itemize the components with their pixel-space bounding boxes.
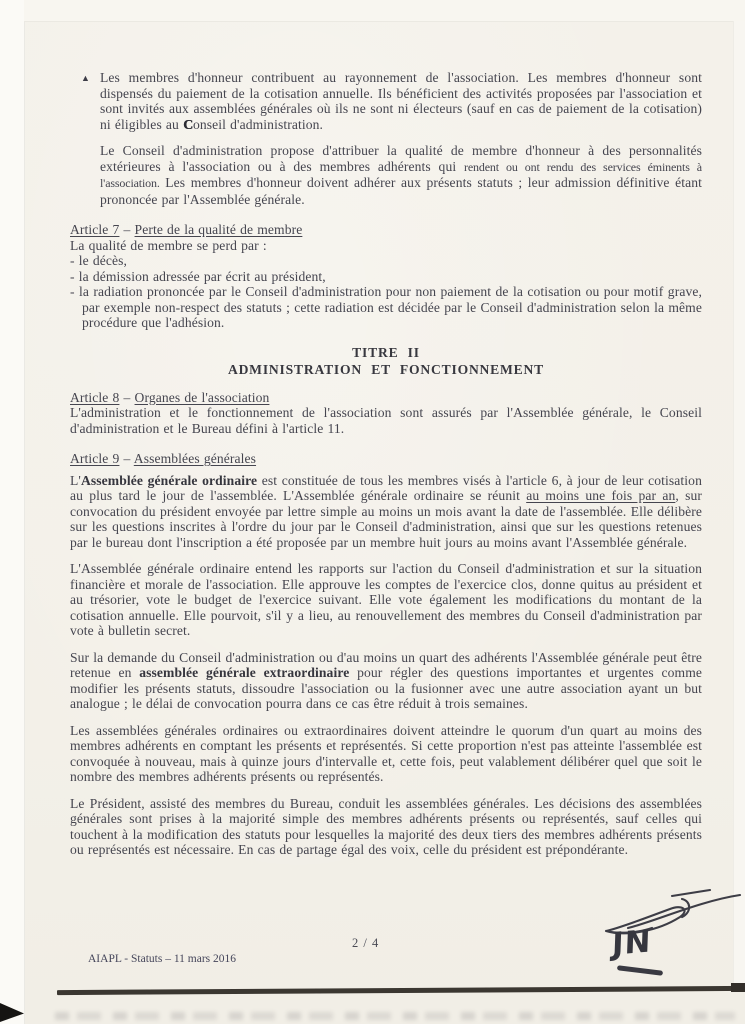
titre2-line1: TITRE II: [352, 344, 420, 360]
page-bottom-scan-edge: [57, 986, 745, 995]
triangle-bullet-icon: ▲: [81, 73, 91, 83]
article7-intro: La qualité de membre se perd par :: [70, 237, 267, 253]
article9-p1-rest2: , sur convocation du président envoyée par lettre simple au moins un mois avant la date de l'assemblée. Elle délibère sur les questions inscrites à l'ordre du jour par le Conseil d'administration, ainsi que sur les questions retenues par le bureau dont l'inscription a été proposée par un membre huit jours au moins avant l'Assemblée générale.: [70, 488, 702, 550]
article9-paragraph1: [70, 473, 702, 551]
article7-item-radiation: - la radiation prononcée par le Conseil d'administration pour non paiement de la cotisation ou pour motif grave, par exemple non-respect des statuts ; cette radiation est décidée par le Conseil d'administration selon la même procédure que l'adhésion.: [70, 284, 702, 330]
article9-heading: [70, 451, 702, 467]
article7-label: Article 7: [70, 222, 120, 237]
article9-label: Article 9: [70, 451, 120, 466]
article7-item-demission: - la démission adressée par écrit au président,: [70, 268, 326, 284]
honor-paragraph-part1: Le Conseil d'administration propose d'attribuer la qualité de membre d'honneur à des personnalités extérieures à l'association ou à des membres adhérents qui: [100, 143, 702, 174]
scan-left-edge: [0, 0, 25, 1024]
bullet-paragraph-text: Les membres d'honneur contribuent au rayonnement de l'association. Les membres d'honneur sont dispensés du paiement de la cotisation annuelle. Ils bénéficient des activités proposées par l'association et sont invités aux assemblées générales où ils ne sont ni électeurs (sauf en cas de paiement de la cotisation) ni éligibles au: [100, 70, 702, 132]
article7-heading: [70, 222, 702, 238]
page-bottom-scan-edge-end: [731, 983, 745, 992]
titre2-line2: ADMINISTRATION ET FONCTIONNEMENT: [227, 361, 545, 377]
article9-paragraph5: Le Président, assisté des membres du Bureau, conduit les assemblées générales. Les décisions des assemblées générales sont prises à la majorité simple des membres adhérents présents ou représentés, sauf celles qui touchent à la modification des statuts pour lesquelles la majorité des deux tiers des membres adhérents présents ou représentés est nécessaire. En cas de partage égal des voix, celle du président est prépondérante.: [70, 795, 702, 857]
article9-p1-underlined: au moins une fois par an: [526, 488, 676, 503]
article8-separator: –: [119, 389, 135, 405]
article9-p1-prefix: L': [70, 472, 81, 488]
article8-title: Organes de l'association: [134, 389, 270, 405]
document-body: [70, 70, 702, 869]
honor-paragraph-part2: Les membres d'honneur doivent adhérer aux présents statuts ; leur admission définitive étant prononcée par l'Assemblée générale.: [100, 175, 702, 207]
article9-p3-bold: assemblée générale extraordinaire: [139, 665, 350, 680]
article9-p1-rest1: est constituée de tous les membres visés à l'article 6, à jour de leur cotisation au plus tard le jour de l'assemblée. L'Assemblée générale ordinaire se réunit: [70, 472, 702, 503]
article9-paragraph2: L'Assemblée générale ordinaire entend les rapports sur l'action du Conseil d'administration et sur la situation financière et morale de l'association. Elle approuve les comptes de l'exercice clos, donne quitus au président et au trésorier, vote le budget de l'exercice suivant. Elle vote également les modifications du montant de la cotisation annuelle. Elle pourvoit, s'il y a lieu, au renouvellement des membres du Conseil d'administration par vote à bulletin secret.: [70, 561, 702, 638]
titre2-heading: [70, 344, 702, 378]
article9-p1-bold: Assemblée générale ordinaire: [80, 472, 258, 488]
scan-right-edge: [733, 21, 745, 991]
article9-paragraph3: [70, 650, 702, 712]
article8-label: Article 8: [70, 389, 120, 405]
article7-title: Perte de la qualité de membre: [134, 222, 303, 237]
article9-paragraph4: Les assemblées générales ordinaires ou extraordinaires doivent atteindre le quorum d'un quart au moins des membres adhérents en comptant les présents et représentés. Si cette proportion n'est pas atteinte l'assemblée est convoquée à nouveau, mais à quinze jours d'intervalle et, cette fois, peut valablement délibérer quel que soit le nombre des membres adhérents présents ou représentés.: [70, 722, 702, 784]
article9-separator: –: [119, 451, 134, 466]
handwritten-corrected-letter: C: [183, 116, 193, 132]
bleed-through-text-band: [55, 1012, 735, 1020]
article8-body: L'administration et le fonctionnement de l'association sont assurés par l'Assemblée générale, le Conseil d'administration et le Bureau défini à l'article 11.: [70, 405, 702, 436]
honor-paragraph-insert: rendent ou ont rendu des services éminents à l'association.: [100, 159, 702, 190]
scan-top-edge: [24, 0, 745, 22]
article9-title: Assemblées générales: [133, 451, 257, 466]
article9-p3-part2: pour régler des questions importantes et urgentes comme modifier les présents statuts, dissoudre l'association ou la fusionner avec une autre association ayant un but analogue ; le délai de convocation pourra dans ce cas être réduit à trois semaines.: [70, 665, 703, 711]
article8-heading: [70, 390, 702, 406]
honor-attribution-paragraph: [100, 143, 702, 207]
bullet-paragraph-text-end: onseil d'administration.: [192, 116, 324, 132]
footer-document-reference: AIAPL - Statuts – 11 mars 2016: [88, 953, 237, 965]
article7-item-deces: - le décès,: [70, 253, 128, 268]
handwritten-initials: JN: [611, 923, 653, 963]
handwritten-initials-underline: [617, 965, 663, 976]
honor-members-bullet-paragraph: [81, 70, 702, 132]
article9-p3-part1: Sur la demande du Conseil d'administration ou d'au moins un quart des adhérents l'Assemblée générale peut être retenue en: [70, 649, 702, 680]
page-number: 2 / 4: [352, 936, 380, 950]
article7-separator: –: [119, 222, 135, 237]
